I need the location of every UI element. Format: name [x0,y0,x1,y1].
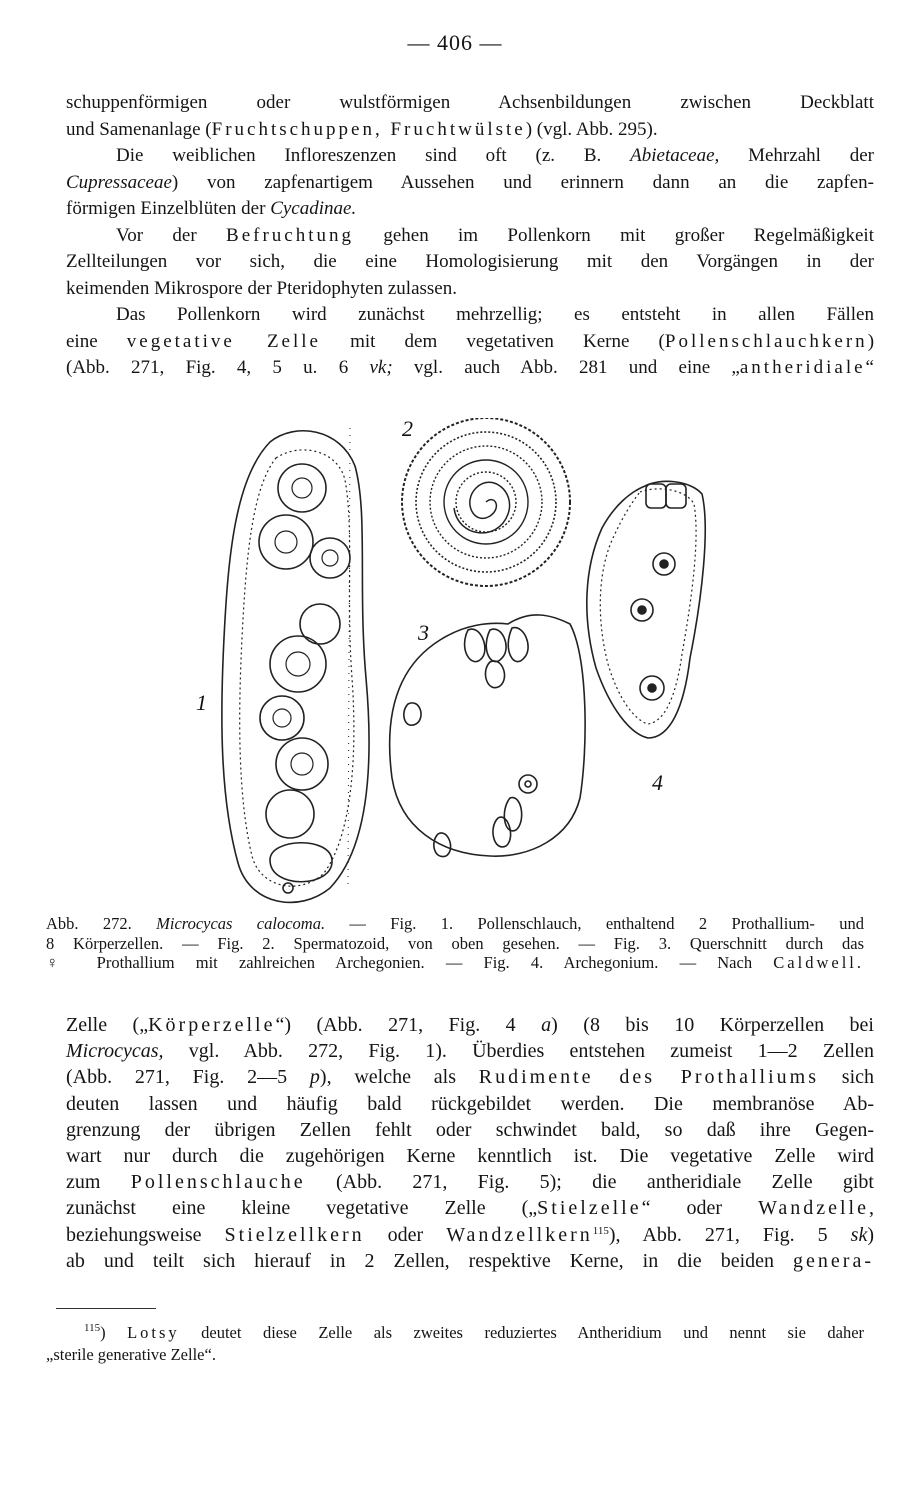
text-line: Zellteilungen vor sich, die eine Homologisierung mit den Vorgängen in der [66,251,874,272]
taxon-name: Microcycas, [66,1040,164,1063]
paragraph-4 [66,302,874,382]
spaced-term: Befruchtung [226,224,354,246]
author-name: Caldwell. [773,953,864,972]
footnote-divider [56,1308,156,1309]
figure-label-2: 2 [402,418,413,441]
footnote [46,1322,864,1366]
fig-4-archegonium [587,481,705,738]
spaced-term: Stielzellkern [224,1223,365,1246]
caption-line: 8 Körperzellen. — Fig. 2. Spermatozoid, von oben gesehen. — Fig. 3. Querschnitt durch das [46,933,864,953]
caption-line: Abb. 272. Microcycas calocoma. — Fig. 1. Pollenschlauch, enthaltend 2 Prothallium- und [46,914,864,933]
spaced-term: Pollenschlauche [130,1171,306,1194]
fig-1-pollen-tube [222,428,369,902]
footnote-line: $^{115}$) Lotsy deutet diese Zelle als zweites reduziertes Antheridium und nennt sie daher [84,1322,865,1342]
text-line: Cupressaceae) von zapfenartigem Aussehen und erinnern dann an die zapfen- [66,171,874,193]
text-line: (Abb. 271, Fig. 2—5 p), welche als Rudimente des Prothalliums sich [66,1066,874,1089]
figure-label-1: 1 [196,690,207,715]
taxon-name: Cycadinae. [270,198,357,219]
taxon-name: Cupressaceae [66,171,172,193]
spaced-term: genera- [793,1249,874,1272]
figure-label-4: 4 [652,770,663,795]
botanical-illustration [190,418,890,908]
spaced-term: vegetative Zelle [126,330,321,352]
spaced-term: Stielzelle [537,1197,642,1220]
figure-caption [46,914,864,973]
text-line: eine vegetative Zelle mit dem vegetativen Kerne (Pollenschlauchkern) [66,330,875,352]
figure-abb-272 [190,418,890,908]
text-line: schuppenförmigen oder wulstförmigen Achsenbildungen zwischen Deckblatt [66,92,874,113]
paragraph-3 [66,223,874,303]
text-line: grenzung der übrigen Zellen fehlt oder schwindet bald, so daß ihre Gegen- [66,1118,874,1141]
text-line: (Abb. 271, Fig. 4, 5 u. 6 vk; vgl. auch Abb. 281 und eine „antheridiale“ [66,357,874,378]
text-line: wart nur durch die zugehörigen Kerne kenntlich ist. Die vegetative Zelle wird [66,1145,874,1168]
text-line: Vor der Befruchtung gehen im Pollenkorn mit großer Regelmäßigkeit [116,224,874,246]
top-text-block [66,90,874,382]
text-line: Microcycas, vgl. Abb. 272, Fig. 1). Überdies entstehen zumeist 1—2 Zellen [66,1040,874,1063]
text-line: beziehungsweise Stielzellkern oder Wandzellkern$^{115}$), Abb. 271, Fig. 5 sk) [66,1223,874,1246]
author-name: Lotsy [127,1323,180,1342]
fig-3-prothallium [390,615,586,857]
bottom-text-block [66,1012,874,1274]
paragraph-1 [66,90,874,143]
caption-line: ♀ Prothallium mit zahlreichen Archegonien. — Fig. 4. Archegonium. — Nach Caldwell. [46,953,864,972]
footnote-ref[interactable]: 115 [592,1224,609,1237]
taxon-name: Microcycas calocoma. [156,914,326,933]
text-line: zunächst eine kleine vegetative Zelle („Stielzelle“ oder Wandzelle, [66,1197,874,1220]
fig-2-spermatozoid [402,418,570,586]
spaced-term: Pollenschlauchkern [664,330,868,352]
paragraph-2 [66,143,874,223]
spaced-term: Wandzellkern [446,1223,593,1246]
text-line: Zelle („Körperzelle“) (Abb. 271, Fig. 4 a) (8 bis 10 Körperzellen bei [66,1014,874,1036]
spaced-term: antheridiale [739,357,866,378]
spaced-term: Wandzelle [758,1197,869,1220]
page-number: — 406 — [407,30,503,55]
figure-label-3: 3 [418,620,429,645]
text-line: keimenden Mikrospore der Pteridophyten zulassen. [66,277,457,299]
text-line: ab und teilt sich hierauf in 2 Zellen, respektive Kerne, in die beiden genera- [66,1249,874,1272]
taxon-name: Abietaceae, [630,145,720,166]
spaced-term: Körperzelle [148,1014,276,1036]
spaced-term: Fruchtschuppen, Fruchtwülste [211,118,526,140]
footnote-number: 115 [84,1322,101,1334]
spaced-term: Rudimente des Prothalliums [478,1066,819,1089]
text-line: Das Pollenkorn wird zunächst mehrzellig; es entsteht in allen Fällen [116,304,874,325]
footnote-line: „sterile generative Zelle“. [46,1345,216,1364]
text-line: deuten lassen und häufig bald rückgebildet werden. Die membranöse Ab- [66,1092,874,1115]
text-line: zum Pollenschlauche (Abb. 271, Fig. 5); die antheridiale Zelle gibt [66,1171,874,1194]
text-line: förmigen Einzelblüten der Cycadinae. [66,198,357,219]
text-line: und Samenanlage (Fruchtschuppen, Fruchtwülste) (vgl. Abb. 295). [66,118,658,140]
text-line: Die weiblichen Infloreszenzen sind oft (z. B. Abietaceae, Mehrzahl der [116,145,874,166]
